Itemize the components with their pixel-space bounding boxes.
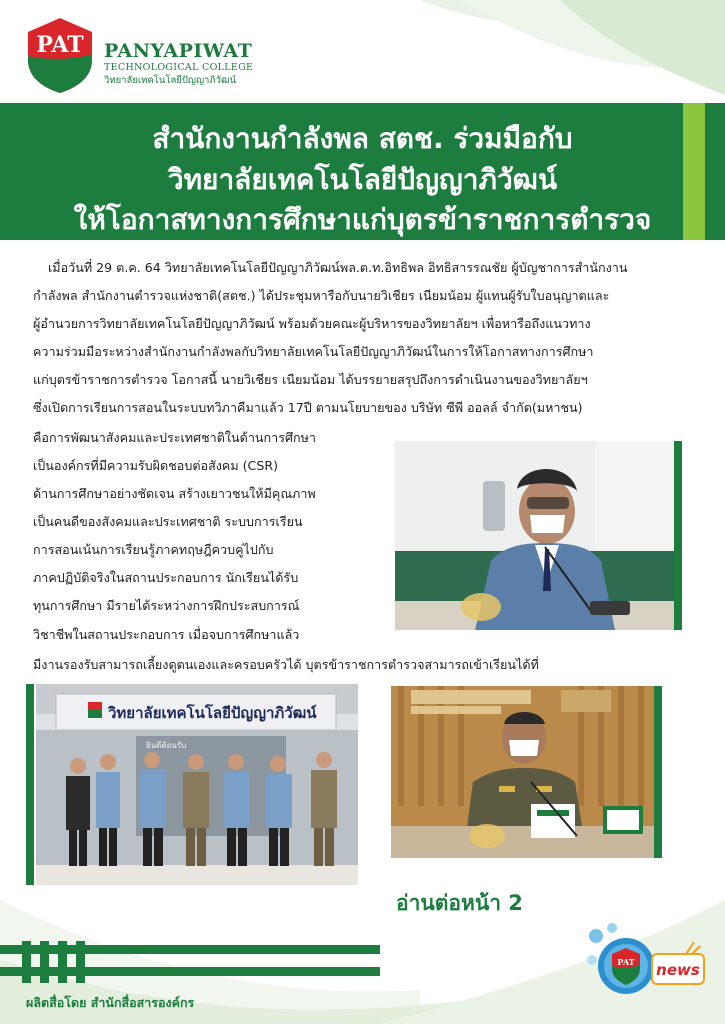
article-line: การสอนเน้นการเรียนรู้ภาคทฤษฎีควบคู่ไปกับ: [33, 542, 274, 557]
article-line: เป็นคนดีของสังคมและประเทศชาติ ระบบการเรียน: [33, 514, 303, 529]
news-logo-text: news: [656, 961, 700, 979]
footer-credit: ผลิตสื่อโดย สำนักสื่อสารองค์กร: [26, 995, 195, 1010]
photo-accent-bar: [26, 684, 34, 885]
college-name-th: วิทยาลัยเทคโนโลยีปัญญาภิวัฒน์: [104, 75, 237, 86]
headline-line-1: สำนักงานกำลังพล สตช. ร่วมมือกับ: [152, 122, 573, 155]
photo-accent-bar: [654, 686, 662, 858]
article-line: กำลังพล สำนักงานตำรวจแห่งชาติ(สตช.) ได้ประชุมหารือกับนายวิเชียร เนียมน้อม ผู้แทนผู้รับใบอนุญาตและ: [33, 288, 610, 303]
headline-line-3: ให้โอกาสทางการศึกษาแก่บุตรข้าราชการตำรวจ: [73, 203, 652, 236]
article-line: วิชาชีพในสถานประกอบการ เมื่อจบการศึกษาแล้ว: [33, 627, 300, 642]
article-line: เมื่อวันที่ 29 ต.ค. 64 วิทยาลัยเทคโนโลยีปัญญาภิวัฒน์พล.ต.ท.อิทธิพล อิทธิสารรณชัย ผู้บัญชาการสำนักงาน: [48, 260, 628, 275]
pat-news-logo: [582, 920, 712, 1010]
article-line: คือการพัฒนาสังคมและประเทศชาติในด้านการศึกษา: [33, 430, 316, 445]
article-line: แก่บุตรข้าราชการตำรวจ โอกาสนี้ นายวิเชียร เนียมน้อม ได้บรรยายสรุปถึงการดำเนินงานของวิทยาลัยฯ: [33, 372, 588, 387]
college-name-en: PANYAPIWAT: [104, 40, 253, 62]
group-photo-building: [36, 684, 358, 885]
article-line: ทุนการศึกษา มีรายได้ระหว่างการฝึกประสบการณ์: [33, 598, 300, 613]
article-line: เป็นองค์กรที่มีความรับผิดชอบต่อสังคม (CSR): [33, 458, 279, 473]
article-line: ภาคปฏิบัติจริงในสถานประกอบการ นักเรียนได้รับ: [33, 570, 299, 585]
article-line: ซึ่งเปิดการเรียนการสอนในระบบทวิภาคีมาแล้ว 17ปี ตามนโยบายของ บริษัท ซีพี ออลล์ จำกัด(มหาชน): [33, 400, 583, 415]
continue-page-label: อ่านต่อหน้า 2: [396, 891, 523, 915]
meeting-photo-police: [391, 686, 654, 858]
college-logo-shield: [26, 16, 94, 94]
article-line: มีงานรองรับสามารถเลี้ยงดูตนเองและครอบครัวได้ บุตรข้าราชการตำรวจสามารถเข้าเรียนได้ที่: [33, 657, 539, 672]
banner-accent-bar: [683, 103, 705, 240]
building-welcome-text: ยินดีต้อนรับ: [146, 741, 187, 750]
building-sign-text: วิทยาลัยเทคโนโลยีปัญญาภิวัฒน์: [108, 704, 317, 722]
college-subtitle-en: TECHNOLOGICAL COLLEGE: [104, 62, 254, 73]
article-line: ด้านการศึกษาอย่างชัดเจน สร้างเยาวชนให้มีคุณภาพ: [33, 486, 316, 501]
photo-accent-bar: [674, 441, 682, 630]
meeting-photo-official: [395, 441, 674, 630]
article-line: ความร่วมมือระหว่างสำนักงานกำลังพลกับวิทยาลัยเทคโนโลยีปัญญาภิวัฒน์ในการให้โอกาสทางการศึกษา: [33, 344, 594, 359]
footer-bars: [0, 941, 380, 983]
headline-banner: [0, 103, 725, 240]
logo-letters: PAT: [36, 32, 84, 58]
news-logo-letters: PAT: [617, 957, 635, 967]
headline-line-2: วิทยาลัยเทคโนโลยีปัญญาภิวัฒน์: [167, 163, 558, 196]
article-line: ผู้อำนวยการวิทยาลัยเทคโนโลยีปัญญาภิวัฒน์ พร้อมด้วยคณะผู้บริหารของวิทยาลัยฯ เพื่อหารือถึงแนวทาง: [33, 316, 591, 331]
